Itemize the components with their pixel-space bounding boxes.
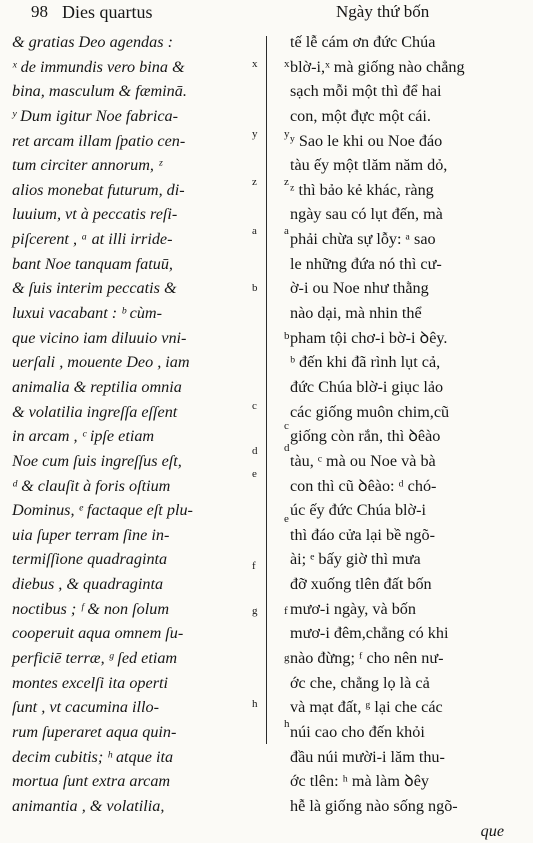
margin-note-b-left: b	[252, 282, 258, 294]
vietnamese-line: thì đáo cửa lại bề ngõ-	[276, 523, 522, 548]
margin-note-y-left: y	[252, 128, 258, 140]
latin-line: Noe cum ſuis ingreſſus eſt,	[6, 449, 252, 474]
latin-line: animantia , & volatilia,	[6, 794, 252, 819]
page-number: 98	[31, 2, 48, 22]
margin-note-g-left: g	[252, 605, 258, 617]
latin-line: bant Noe tanquam fatuū,	[6, 252, 252, 277]
latin-line: piſcerent , ᵃ at illi irride-	[6, 227, 252, 252]
column-divider	[266, 36, 267, 744]
latin-line: ret arcam illam ſpatio cen-	[6, 129, 252, 154]
vietnamese-line: ᵇ đến khi đã rình lụt cả,	[276, 350, 522, 375]
latin-line: decim cubitis; ʰ atque ita	[6, 745, 252, 770]
latin-line: Dominus, ᵉ factaque eſt plu-	[6, 498, 252, 523]
vietnamese-text-column	[276, 30, 522, 843]
margin-note-x-left: x	[252, 58, 258, 70]
margin-note-e-left: e	[252, 468, 257, 480]
vietnamese-line: các giống muôn chim,cũ	[276, 400, 522, 425]
latin-line: in arcam , ᶜ ipſe etiam	[6, 424, 252, 449]
vietnamese-line: con, một đực một cái.	[276, 104, 522, 129]
latin-line: luxui vacabant : ᵇ cùm-	[6, 301, 252, 326]
vietnamese-line: ớc che, chẳng lọ là cả	[276, 671, 522, 696]
vietnamese-line: tàu ếy một tlăm năm dỏ,	[276, 153, 522, 178]
vietnamese-line: nào đừng; ᶠ cho nên nư-	[276, 646, 522, 671]
vietnamese-line: con thì cũ ꝺêào: ᵈ chó-	[276, 474, 522, 499]
margin-note-d-left: d	[252, 445, 258, 457]
latin-line: ʸ Dum igitur Noe fabrica-	[6, 104, 252, 129]
latin-running-head: Dies quartus	[62, 2, 152, 23]
vietnamese-line: nào dại, mà nhin thể	[276, 301, 522, 326]
vietnamese-line: ớc tlên: ʰ mà làm ꝺêy	[276, 769, 522, 794]
vietnamese-line: mươ-i đêm,chẳng có khi	[276, 621, 522, 646]
vietnamese-line: úc ếy đức Chúa blờ-i	[276, 498, 522, 523]
vietnamese-line: le những đứa nó thì cư-	[276, 252, 522, 277]
latin-line: mortua ſunt extra arcam	[6, 769, 252, 794]
vietnamese-line: blờ-i,ˣ mà giống nào chẳng	[276, 55, 522, 80]
latin-line: bina, masculum & fæminā.	[6, 79, 252, 104]
margin-note-c-left: c	[252, 400, 257, 412]
margin-note-z-left: z	[252, 176, 257, 188]
latin-line: ſunt , vt cacumina illo-	[6, 695, 252, 720]
latin-line: que vicino iam diluuio vni-	[6, 326, 252, 351]
latin-line: alios monebat futurum, di-	[6, 178, 252, 203]
vietnamese-line: đầu núi mười-i lăm thu-	[276, 745, 522, 770]
margin-note-e-right: e	[284, 513, 289, 525]
margin-note-y-right: y	[284, 128, 290, 140]
vietnamese-line: ᶻ thì bảo kẻ khác, ràng	[276, 178, 522, 203]
latin-line: uia ſuper terram ſine in-	[6, 523, 252, 548]
latin-line: termiſſione quadraginta	[6, 547, 252, 572]
vietnamese-line: tế lễ cám ơn đức Chúa	[276, 30, 522, 55]
latin-line: uerſali , mouente Deo , iam	[6, 350, 252, 375]
latin-line: animalia & reptilia omnia	[6, 375, 252, 400]
vietnamese-line: và mạt đất, ᵍ lại che các	[276, 695, 522, 720]
vietnamese-line: tàu, ᶜ mà ou Noe và bà	[276, 449, 522, 474]
margin-note-z-right: z	[284, 176, 289, 188]
latin-line: diebus , & quadraginta	[6, 572, 252, 597]
latin-line: luuium, vt à peccatis reſi-	[6, 202, 252, 227]
vietnamese-line: đức Chúa blờ-i giục lảo	[276, 375, 522, 400]
margin-note-h-right: h	[284, 718, 290, 730]
vietnamese-line: hễ là giống nào sống ngõ-	[276, 794, 522, 819]
latin-text-column	[6, 30, 252, 819]
latin-line: noctibus ; ᶠ & non ſolum	[6, 597, 252, 622]
vietnamese-running-head: Ngày thứ bốn	[336, 2, 429, 22]
latin-line: montes excelſi ita operti	[6, 671, 252, 696]
latin-line: perficiē terræ, ᵍ ſed etiam	[6, 646, 252, 671]
vietnamese-line: đỡ xuống tlên đất bốn	[276, 572, 522, 597]
latin-line: tum circiter annorum, ᶻ	[6, 153, 252, 178]
latin-line: & volatilia ingreſſa eſſent	[6, 400, 252, 425]
latin-line: ˣ de immundis vero bina &	[6, 55, 252, 80]
vietnamese-line: giống còn rắn, thì ꝺêào	[276, 424, 522, 449]
vietnamese-line: sạch mỗi một thì để hai	[276, 79, 522, 104]
margin-note-d-right: d	[284, 442, 290, 454]
margin-note-a-left: a	[252, 225, 257, 237]
margin-note-g-right: g	[284, 652, 290, 664]
margin-note-f-right: f	[284, 605, 288, 617]
margin-note-h-left: h	[252, 698, 258, 710]
vietnamese-line: phải chừa sự lỗy: ᵃ sao	[276, 227, 522, 252]
vietnamese-line: ài; ᵉ bấy giờ thì mưa	[276, 547, 522, 572]
margin-note-f-left: f	[252, 560, 256, 572]
latin-line: & gratias Deo agendas :	[6, 30, 252, 55]
vietnamese-line: ngày sau có lụt đến, mà	[276, 202, 522, 227]
margin-note-b-right: b	[284, 330, 290, 342]
vietnamese-line: ʸ Sao le khi ou Noe đáo	[276, 129, 522, 154]
vietnamese-line: mươ-i ngày, và bốn	[276, 597, 522, 622]
margin-note-c-right: c	[284, 420, 289, 432]
vietnamese-line: que	[276, 819, 522, 843]
latin-line: ᵈ & clauſit à foris oſtium	[6, 474, 252, 499]
latin-line: cooperuit aqua omnem ſu-	[6, 621, 252, 646]
vietnamese-line: ờ-i ou Noe như thằng	[276, 276, 522, 301]
latin-line: rum ſuperaret aqua quin-	[6, 720, 252, 745]
margin-note-x-right: x	[284, 58, 290, 70]
latin-line: & ſuis interim peccatis &	[6, 276, 252, 301]
vietnamese-line: pham tội chơ-i bờ-i ꝺêy.	[276, 326, 522, 351]
margin-note-a-right: a	[284, 225, 289, 237]
vietnamese-line: núi cao cho đến khỏi	[276, 720, 522, 745]
